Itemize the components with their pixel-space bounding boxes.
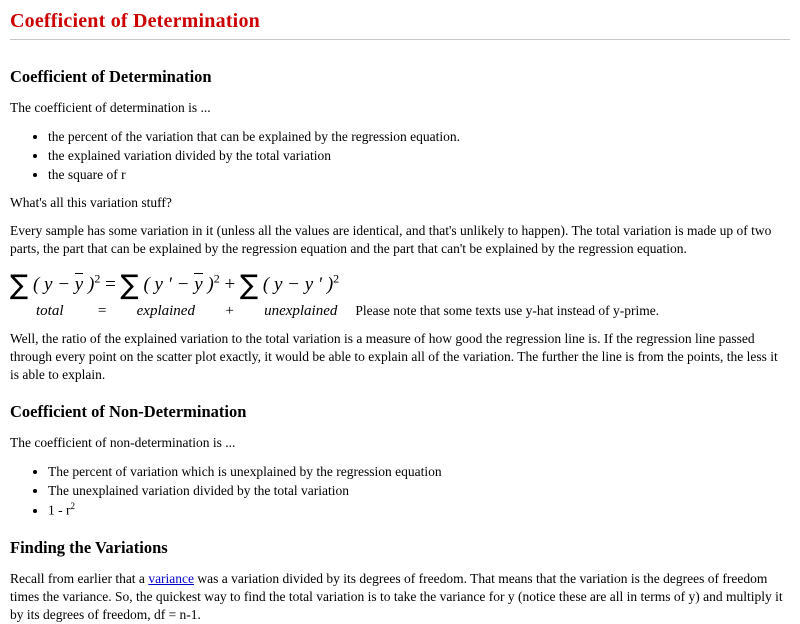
- formula-term-explained-close: ): [202, 274, 214, 296]
- formula-exponent-3: 2: [333, 271, 340, 286]
- summation-icon: ∑: [10, 270, 29, 302]
- page-title: Coefficient of Determination: [10, 10, 260, 32]
- formula-ybar-2: y: [194, 274, 203, 296]
- variation-explanation: Every sample has some variation in it (unless all the values are identical, and that's unlikely to happen). The total variation is made up of two parts, the part that can be explained by the regression equation and the part that can't be explained by the regression equation.: [10, 223, 772, 257]
- formula-word-explained: explained: [136, 303, 195, 320]
- section-heading-non-determination: Coefficient of Non-Determination: [10, 402, 247, 422]
- list-item: • the square of r: [48, 165, 790, 184]
- list-item: • The percent of variation which is unexplained by the regression equation: [48, 462, 790, 481]
- formula-term-explained-open: ( y ′ −: [143, 274, 195, 296]
- non-determination-formula-text: 1 - r: [48, 502, 71, 518]
- formula-word-line: [10, 303, 337, 320]
- formula-word-plus: +: [224, 303, 235, 320]
- formula-term-total-close: ): [83, 274, 95, 296]
- formula-equals-sign: =: [105, 274, 116, 296]
- variation-formula: [10, 272, 790, 320]
- formula-word-total: total: [36, 303, 64, 320]
- variance-paragraph: [10, 570, 790, 624]
- formula-note: Please note that some texts use y-hat instead of y-prime.: [355, 303, 660, 319]
- formula-word-equals: =: [97, 303, 108, 320]
- variation-question: What's all this variation stuff?: [10, 195, 172, 211]
- variance-link[interactable]: variance: [148, 571, 195, 587]
- summation-icon: ∑: [239, 270, 259, 302]
- variance-text-before: Recall from earlier that a: [10, 571, 149, 587]
- variance-text-after: was a variation divided by its degrees of freedom. That means that the variation is the degrees of freedom times the variance. So, the quickest way to find the total variation is to take the variance for y (notice these are all in terms of y) and multiply it by its degrees of freedom, df = n-1.: [10, 571, 783, 622]
- formula-plus-sign: +: [224, 274, 236, 296]
- formula-word-unexplained: unexplained: [264, 303, 338, 320]
- formula-ybar-1: y: [74, 274, 84, 296]
- formula-term-total-open: ( y −: [32, 274, 75, 296]
- list-item-formula: [48, 500, 790, 520]
- list-item: • the explained variation divided by the total variation: [48, 146, 790, 165]
- intro-text-non-determination: The coefficient of non-determination is ...: [10, 435, 236, 451]
- section-heading-finding-the-variations: Finding the Variations: [10, 538, 168, 558]
- ratio-explanation: Well, the ratio of the explained variation to the total variation is a measure of how good the regression line is. If the regression line passed through every point on the scatter plot exactly, it would be able to explain all of the variation. The further the line is from the points, the less it is able to explain.: [10, 331, 778, 383]
- bullet-list-determination: [10, 127, 790, 184]
- summation-icon: ∑: [120, 270, 139, 302]
- title-divider: [10, 39, 790, 41]
- formula-term-unexplained: ( y − y ′ ): [262, 274, 334, 296]
- formula-exponent-1: 2: [94, 271, 101, 286]
- list-item: • the percent of the variation that can be explained by the regression equation.: [48, 127, 790, 146]
- intro-text-determination: The coefficient of determination is ...: [10, 100, 211, 115]
- bullet-list-non-determination: [10, 462, 790, 520]
- non-determination-formula-exponent: 2: [70, 501, 75, 512]
- list-item: • The unexplained variation divided by the total variation: [48, 481, 790, 500]
- formula-equation-line: [10, 270, 790, 302]
- section-heading-coefficient-of-determination: Coefficient of Determination: [10, 67, 212, 86]
- formula-exponent-2: 2: [213, 271, 220, 286]
